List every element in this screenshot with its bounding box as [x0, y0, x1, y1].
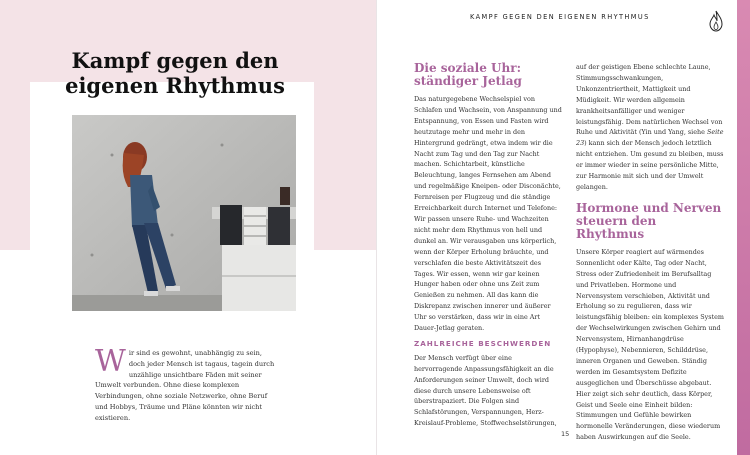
- page-number: 15: [561, 430, 570, 438]
- page-reference: Seite 23: [576, 128, 724, 148]
- column-right: [576, 62, 724, 443]
- continued-text-start: auf der geistigen Ebene schlechte Laune, Stimmungsschwankungen, Unkonzentriertheit, Mattigkeit und Müdigkeit. Wir werden allgemein krankheitsanfälliger und weniger leistungsfähig. Dem natürlichen Wechsel von Ruhe und Aktivität (Yin und Yang, siehe: [576, 63, 723, 137]
- chapter-title: Kampf gegen den eigenen Rhythmus: [65, 48, 285, 98]
- flame-icon: [708, 10, 724, 32]
- continued-body-text: [576, 62, 724, 193]
- page-edge-accent: [737, 0, 750, 455]
- section-body-beschwerden: Der Mensch verfügt über eine hervorragende Anpassungsfähigkeit an die Anforderungen seiner Umwelt, doch wird diese durch unsere Lebensweise oft überstrapaziert. Die Folgen sind Schlafstörungen, Verspannungen, Herz-Kreislauf-Probleme, Stoffwechselstörungen,: [414, 353, 557, 428]
- section-heading-jetlag: Die soziale Uhr: ständiger Jetlag: [414, 61, 522, 88]
- intro-text: ir sind es gewohnt, unabhängig zu sein, doch jeder Mensch ist tagaus, tagein durch unzählige unsichtbare Fäden mit seiner Umwelt verbunden. Ohne diese komplexen Verbindungen, ohne soziale Netzwerke, ohne Beruf und Hobbys, Träume und Pläne könnten wir nicht existieren.: [95, 349, 275, 422]
- section-body-jetlag: Das naturgegebene Wechselspiel von Schlafen und Wachsein, von Anspannung und Entspannung, von Essen und Fasten wird heutzutage mehr und mehr in den Hintergrund gedrängt, etwa indem wir die Nacht zum Tag und den Tag zur Nacht machen. Schichtarbeit, künstliche Beleuchtung, langes Fernsehen am Abend und regelmäßige Kneipen- oder Disconächte, Fernreisen per Flugzeug und die ständige Erreichbarkeit durch Internet und Telefone: Wir passen unsere Ruhe- und Wachzeiten nicht mehr dem Rhythmus von hell und dunkel an. Wir verausgaben uns körperlich, wenn der Körper Erholung bräuchte, und verschlafen die beste Aktivitätszeit des Tages. Wir essen, wenn wir gar keinen Hunger haben oder ohne uns Zeit zum Genießen zu nehmen. All das kann die Diskrepanz zwischen innerer und äußerer Uhr so verstärken, dass wir in eine Art Dauer-Jetlag geraten.: [414, 95, 562, 333]
- intro-paragraph: [95, 344, 275, 424]
- page-gutter: [376, 0, 377, 455]
- chapter-photo: [72, 115, 296, 311]
- continued-text-end: ) kann sich der Mensch jedoch letztlich nicht entziehen. Um gesund zu bleiben, muss er immer wieder in seine persönliche Mitte, zur Harmonie mit sich und der Umwelt gelangen.: [576, 139, 724, 191]
- woman-leaning-on-wall-image: [72, 115, 296, 311]
- section-heading-beschwerden: ZAHLREICHE BESCHWERDEN: [414, 338, 552, 348]
- drop-cap: W: [95, 344, 126, 379]
- running-header: KAMPF GEGEN DEN EIGENEN RHYTHMUS: [470, 13, 650, 21]
- section-body-hormone: Unsere Körper reagiert auf wärmendes Sonnenlicht oder Kälte, Tag oder Nacht, Stress oder Zufriedenheit im Berufsalltag und Privatleben. Hormone und Nervensystem verschieben, Aktivität und Erholung so zu regulieren, dass wir leistungsfähig bleiben: ein komplexes System der Wechselwirkungen zwischen Gehirn und Nervensystem, Hirnanhangdrüse (Hypophyse), Nebennieren, Schilddrüse, inneren Organen und Geweben. Ständig werden im Gesamtsystem Defizite ausgeglichen und Überschüsse abgebaut. Hier zeigt sich sehr deutlich, dass Körper, Geist und Seele eine Einheit bilden: Stimmungen und Gefühle bewirken hormonelle Veränderungen, diese wiederum haben Auswirkungen auf die Seele.: [576, 247, 724, 442]
- column-left: [414, 62, 562, 429]
- section-heading-hormone: Hormone und Nerven steuern den Rhythmus: [576, 200, 722, 241]
